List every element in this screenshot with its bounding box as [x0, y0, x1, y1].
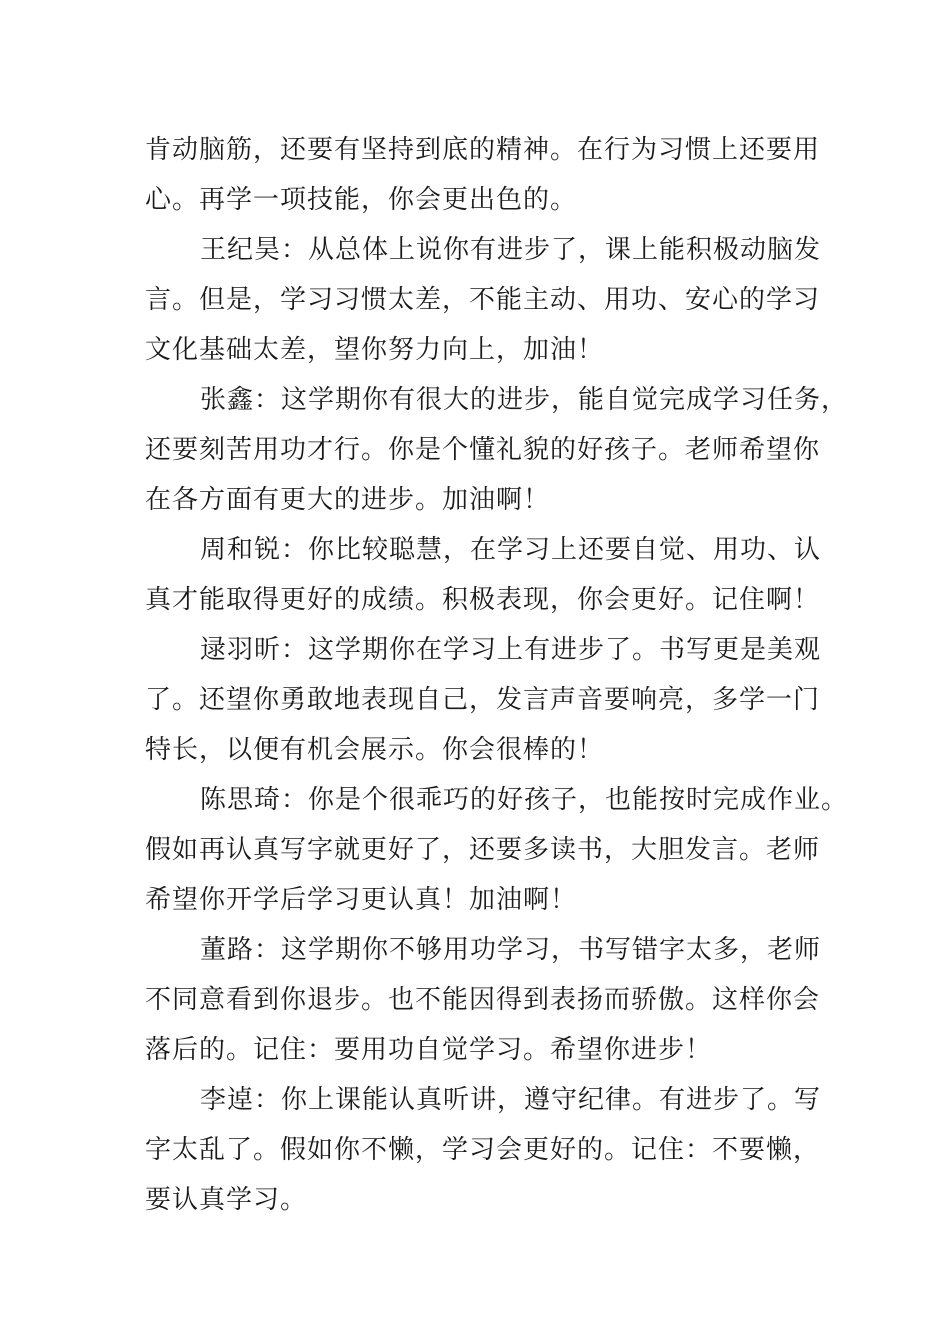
text-line: 在各方面有更大的进步。加油啊！ [145, 485, 551, 515]
comment-paragraph-start: 王纪昊：从总体上说你有进步了，课上能积极动脑发 [200, 235, 822, 265]
text-line: 言。但是，学习习惯太差，不能主动、用功、安心的学习 [145, 285, 821, 315]
text-line: 假如再认真写字就更好了，还要多读书，大胆发言。老师 [145, 835, 821, 865]
text-line: 特长，以便有机会展示。你会很棒的！ [145, 735, 605, 765]
text-line: 字太乱了。假如你不懒，学习会更好的。记住：不要懒， [145, 1135, 821, 1165]
text-line: 真才能取得更好的成绩。积极表现，你会更好。记住啊！ [145, 585, 821, 615]
text-line: 落后的。记住：要用功自觉学习。希望你进步！ [145, 1035, 713, 1065]
text-line: 肯动脑筋，还要有坚持到底的精神。在行为习惯上还要用 [145, 135, 821, 165]
text-line: 文化基础太差，望你努力向上，加油！ [145, 335, 605, 365]
comment-paragraph-start: 张鑫：这学期你有很大的进步，能自觉完成学习任务， [200, 385, 849, 415]
text-line: 要认真学习。 [145, 1185, 308, 1215]
comment-paragraph-start: 逯羽昕：这学期你在学习上有进步了。书写更是美观 [200, 635, 822, 665]
text-line: 还要刻苦用功才行。你是个懂礼貌的好孩子。老师希望你 [145, 435, 821, 465]
text-line: 不同意看到你退步。也不能因得到表扬而骄傲。这样你会 [145, 985, 821, 1015]
comment-paragraph-start: 李逴：你上课能认真听讲，遵守纪律。有进步了。写 [200, 1085, 822, 1115]
text-line: 心。再学一项技能，你会更出色的。 [145, 185, 578, 215]
comment-paragraph-start: 董路：这学期你不够用功学习，书写错字太多，老师 [200, 935, 822, 965]
comment-paragraph-start: 周和锐：你比较聪慧，在学习上还要自觉、用功、认 [200, 535, 822, 565]
text-line: 了。还望你勇敢地表现自己，发言声音要响亮，多学一门 [145, 685, 821, 715]
text-line: 希望你开学后学习更认真！加油啊！ [145, 885, 578, 915]
comment-paragraph-start: 陈思琦：你是个很乖巧的好孩子，也能按时完成作业。 [200, 785, 849, 815]
